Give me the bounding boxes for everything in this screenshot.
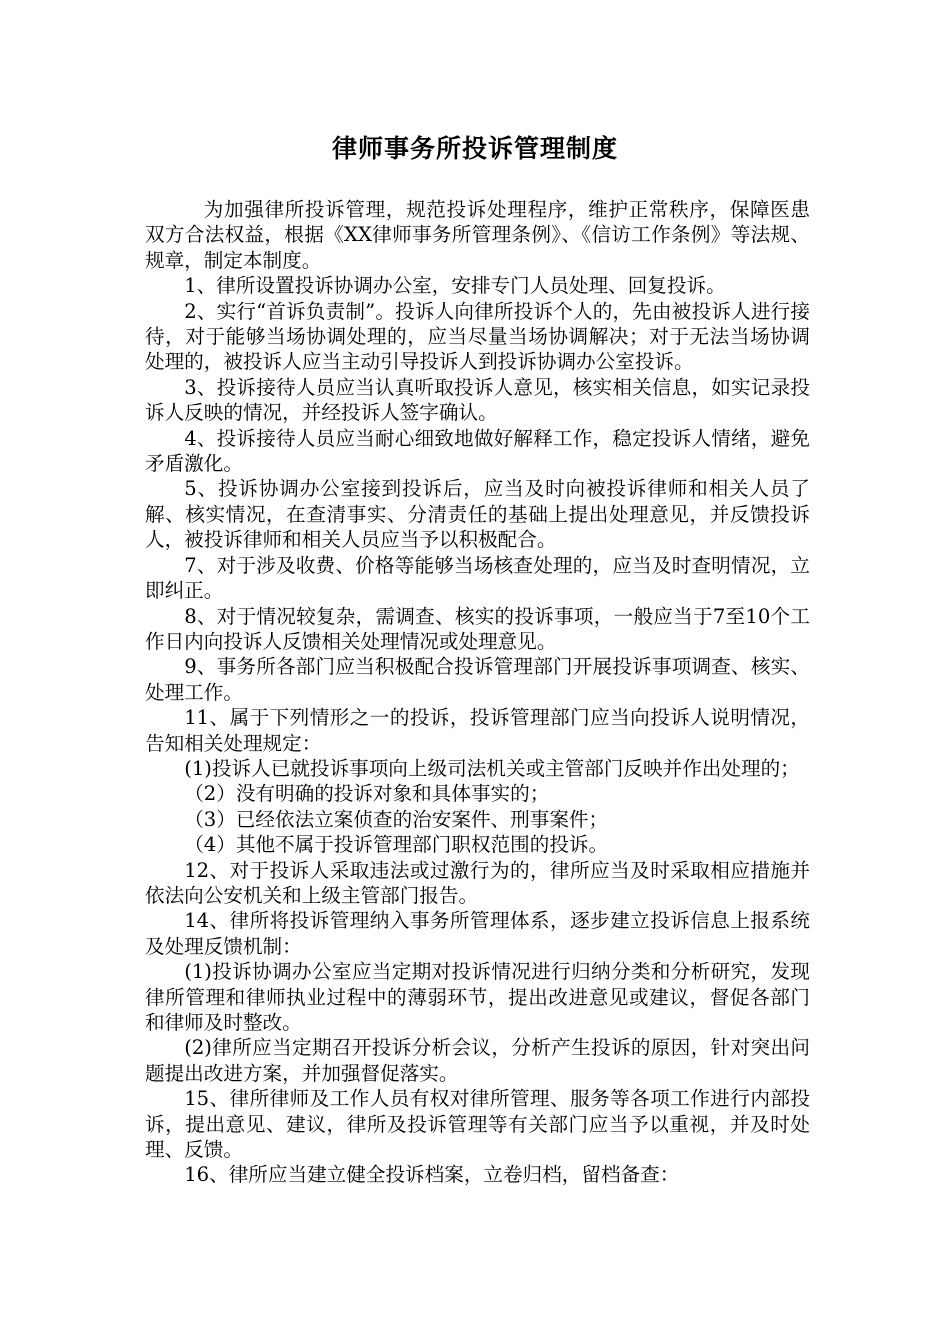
paragraph-item-15: 15、律所律师及工作人员有权对律所管理、服务等各项工作进行内部投诉，提出意见、建议，律所及投诉管理等有关部门应当予以重视，并及时处理、反馈。	[145, 1087, 810, 1162]
paragraph-item-1: 1、律所设置投诉协调办公室，安排专门人员处理、回复投诉。	[184, 274, 726, 298]
paragraph-item-7: 7、对于涉及收费、价格等能够当场核查处理的，应当及时查明情况，立即纠正。	[145, 553, 810, 603]
paragraph-item-14: 14、律所将投诉管理纳入事务所管理体系，逐步建立投诉信息上报系统及处理反馈机制：	[145, 909, 810, 958]
paragraph-item-8: 8、对于情况较复杂，需调查、核实的投诉事项，一般应当于7至10个工作日内向投诉人反馈相关处理情况或处理意见。	[145, 604, 810, 653]
paragraph-item-5: 5、投诉协调办公室接到投诉后，应当及时向被投诉律师和相关人员了解、核实情况，在查清事实、分清责任的基础上提出处理意见，并反馈投诉人，被投诉律师和相关人员应当予以积极配合。	[145, 477, 810, 552]
document-body	[145, 197, 810, 1188]
paragraph-intro: 为加强律所投诉管理，规范投诉处理程序，维护正常秩序，保障医患双方合法权益，根据《XX律师事务所管理条例》、《信访工作条例》等法规、规章，制定本制度。	[145, 198, 810, 272]
paragraph-item-12: 12、对于投诉人采取违法或过激行为的，律所应当及时采取相应措施并依法向公安机关和上级主管部门报告。	[145, 858, 810, 907]
paragraph-item-11-sub-1: (1)投诉人已就投诉事项向上级司法机关或主管部门反映并作出处理的；	[184, 756, 800, 780]
paragraph-item-11-sub-3: （3）已经依法立案侦查的治安案件、刑事案件；	[184, 807, 609, 831]
paragraph-item-3: 3、投诉接待人员应当认真听取投诉人意见，核实相关信息，如实记录投诉人反映的情况，并经投诉人签字确认。	[145, 375, 810, 425]
paragraph-item-11-sub-2: （2）没有明确的投诉对象和具体事实的；	[184, 782, 550, 806]
document-title: 律师事务所投诉管理制度	[331, 134, 618, 163]
paragraph-item-4: 4、投诉接待人员应当耐心细致地做好解释工作，稳定投诉人情绪，避免矛盾激化。	[145, 426, 810, 476]
paragraph-item-11: 11、属于下列情形之一的投诉，投诉管理部门应当向投诉人说明情况，告知相关处理规定：	[145, 706, 810, 755]
paragraph-item-16: 16、律所应当建立健全投诉档案，立卷归档，留档备查：	[184, 1163, 680, 1187]
paragraph-item-11-sub-4: （4）其他不属于投诉管理部门职权范围的投诉。	[184, 833, 609, 857]
paragraph-item-14-sub-2: (2)律所应当定期召开投诉分析会议，分析产生投诉的原因，针对突出问题提出改进方案，并加强督促落实。	[145, 1036, 810, 1085]
paragraph-item-9: 9、事务所各部门应当积极配合投诉管理部门开展投诉事项调查、核实、处理工作。	[145, 655, 810, 704]
paragraph-item-2: 2、实行“首诉负责制”。投诉人向律所投诉个人的，先由被投诉人进行接待，对于能够当场协调处理的，应当尽量当场协调解决；对于无法当场协调处理的，被投诉人应当主动引导投诉人到投诉协调办公室投诉。	[145, 299, 810, 374]
paragraph-item-14-sub-1: (1)投诉协调办公室应当定期对投诉情况进行归纳分类和分析研究，发现律所管理和律师执业过程中的薄弱环节，提出改进意见或建议，督促各部门和律师及时整改。	[145, 960, 810, 1034]
